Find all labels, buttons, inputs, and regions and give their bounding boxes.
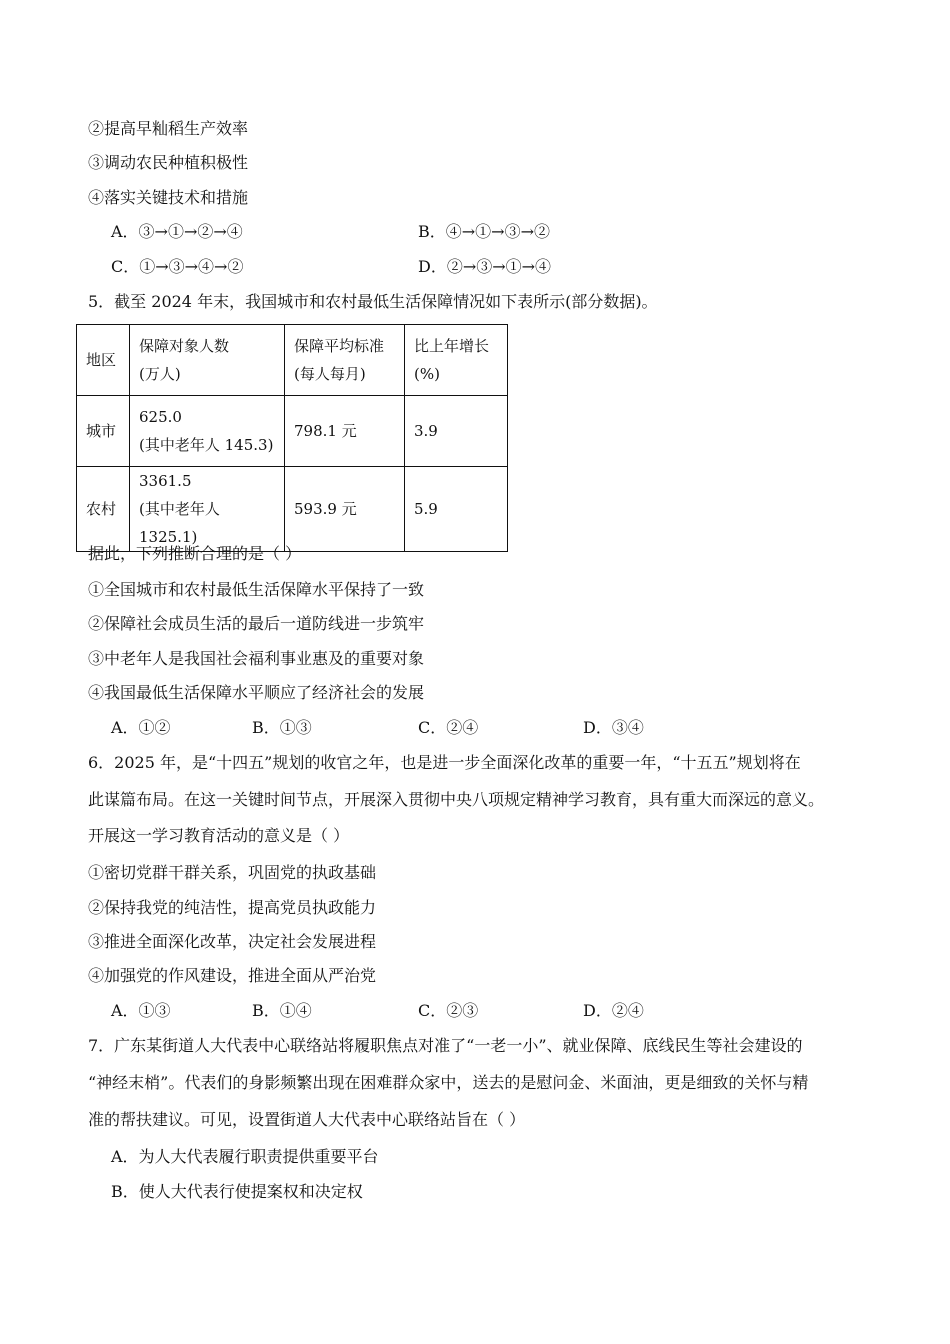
q5-prompt: 据此，下列推断合理的是（ ） xyxy=(88,544,302,563)
table-row xyxy=(77,396,508,467)
header-count-unit: (万人) xyxy=(139,365,181,383)
q5-option-a: A．①② xyxy=(111,718,171,737)
header-count xyxy=(130,325,285,396)
q5-option-b: B．①③ xyxy=(252,718,312,737)
cell-elderly: (其中老年人 1325.1) xyxy=(139,500,220,546)
table-row xyxy=(77,467,508,552)
q6-item-3: ③推进全面深化改革，决定社会发展进程 xyxy=(88,932,377,951)
q7-stem-line-1: 7．广东某街道人大代表中心联络站将履职焦点对准了“一老一小”、就业保障、底线民生等社会建设的 xyxy=(88,1036,803,1055)
header-standard xyxy=(285,325,405,396)
cell-count-value: 625.0 xyxy=(139,408,182,426)
header-growth-label: 比上年增长 xyxy=(414,337,490,355)
cell-region: 农村 xyxy=(77,467,130,552)
header-growth xyxy=(405,325,508,396)
q5-option-c: C．②④ xyxy=(418,718,479,737)
q6-option-b: B．①④ xyxy=(252,1001,312,1020)
q5-item-4: ④我国最低生活保障水平顺应了经济社会的发展 xyxy=(88,683,425,702)
q6-stem-line-2: 此谋篇布局。在这一关键时间节点，开展深入贯彻中央八项规定精神学习教育，具有重大而深远的意义。 xyxy=(88,790,825,809)
header-region: 地区 xyxy=(77,325,130,396)
q7-option-a: A．为人大代表履行职责提供重要平台 xyxy=(111,1147,379,1166)
q5-item-2: ②保障社会成员生活的最后一道防线进一步筑牢 xyxy=(88,614,425,633)
cell-count xyxy=(130,467,285,552)
cell-count-value: 3361.5 xyxy=(139,472,192,490)
table-header-row xyxy=(77,325,508,396)
q7-option-b: B．使人大代表行使提案权和决定权 xyxy=(111,1182,363,1201)
cell-region: 城市 xyxy=(77,396,130,467)
q7-stem-line-2: “神经末梢”。代表们的身影频繁出现在困难群众家中，送去的是慰问金、米面油，更是细致的关怀与精 xyxy=(88,1073,809,1092)
q5-stem: 5．截至 2024 年末，我国城市和农村最低生活保障情况如下表所示(部分数据)。 xyxy=(88,292,658,311)
q5-item-1: ①全国城市和农村最低生活保障水平保持了一致 xyxy=(88,580,425,599)
q4-item-2: ②提高早籼稻生产效率 xyxy=(88,119,249,138)
header-growth-unit: (%) xyxy=(414,365,440,383)
q4-option-b: B．④→①→③→② xyxy=(418,222,550,241)
q4-item-4: ④落实关键技术和措施 xyxy=(88,188,249,207)
header-count-label: 保障对象人数 xyxy=(139,337,230,355)
q6-item-4: ④加强党的作风建设，推进全面从严治党 xyxy=(88,966,377,985)
q6-item-1: ①密切党群干群关系，巩固党的执政基础 xyxy=(88,863,377,882)
q6-item-2: ②保持我党的纯洁性，提高党员执政能力 xyxy=(88,898,377,917)
q5-option-d: D．③④ xyxy=(583,718,644,737)
q4-option-d: D．②→③→①→④ xyxy=(418,257,552,276)
q6-option-c: C．②③ xyxy=(418,1001,479,1020)
min-living-table xyxy=(76,324,508,552)
q6-option-d: D．②④ xyxy=(583,1001,644,1020)
cell-standard: 593.9 元 xyxy=(285,467,405,552)
cell-standard: 798.1 元 xyxy=(285,396,405,467)
header-standard-label: 保障平均标准 xyxy=(294,337,385,355)
cell-growth: 3.9 xyxy=(405,396,508,467)
q6-option-a: A．①③ xyxy=(111,1001,171,1020)
header-standard-unit: (每人每月) xyxy=(294,365,366,383)
cell-growth: 5.9 xyxy=(405,467,508,552)
q5-item-3: ③中老年人是我国社会福利事业惠及的重要对象 xyxy=(88,649,425,668)
q4-option-c: C．①→③→④→② xyxy=(111,257,244,276)
q4-item-3: ③调动农民种植积极性 xyxy=(88,153,249,172)
q6-stem-line-1: 6．2025 年，是“十四五”规划的收官之年，也是进一步全面深化改革的重要一年，“十五五”规划将在 xyxy=(88,753,801,772)
q7-stem-line-3: 准的帮扶建议。可见，设置街道人大代表中心联络站旨在（ ） xyxy=(88,1110,526,1129)
cell-elderly: (其中老年人 145.3) xyxy=(139,436,274,454)
q4-option-a: A．③→①→②→④ xyxy=(111,222,243,241)
cell-count xyxy=(130,396,285,467)
q6-stem-line-3: 开展这一学习教育活动的意义是（ ） xyxy=(88,826,350,845)
